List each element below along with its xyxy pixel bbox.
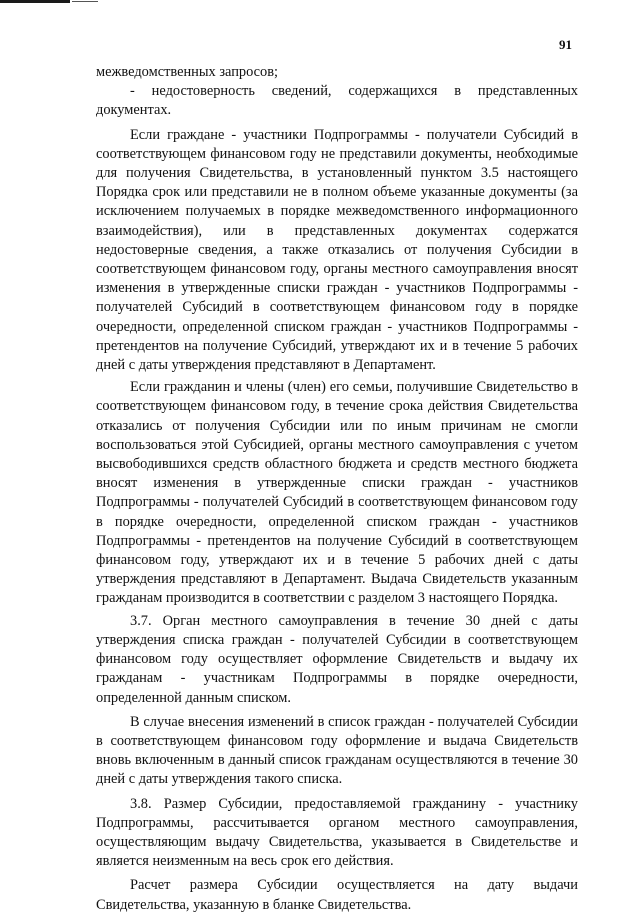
paragraph-2: - недостоверность сведений, содержащихся в представленных документах. (96, 83, 578, 119)
paragraph-4: Если гражданин и члены (член) его семьи, получившие Свидетельство в соответствующем финансовом году, в течение срока действия Свидетельства отказались от получения Субсидии или по иным причинам не смогли воспользоваться этой Субсидией, органы местного самоуправления с учетом высвободившихся средств областного бюджета и средств местного бюджета вносят изменения в утвержденные списки граждан - участников Подпрограммы - получателей Субсидий в соответствующем финансовом году в порядке очередности, определенной списком граждан - участников Подпрограммы - претендентов на получение Субсидий в соответствующем финансовом году, утверждают их и в течение 5 рабочих дней с даты утверждения представляют в Департамент. Выдача Свидетельств указанным гражданам производится в соответствии с разделом 3 настоящего Порядка. (96, 379, 578, 607)
paragraph-3: Если граждане - участники Подпрограммы - получатели Субсидий в соответствующем финансовом году не представили документы, необходимые для получения Свидетельства, в установленный пунктом 3.5 настоящего Порядка срок или представили не в полном объеме указанные документы (за исключением получаемых в порядке межведомственного информационного взаимодействия), или в представленных документах содержатся недостоверные сведения, а также отказались от получения Субсидии в соответствующем финансовом году, органы местного самоуправления вносят изменения в утвержденные списки граждан - участников Подпрограммы - получателей Субсидий в соответствующем финансовом году в порядке очередности, определенной списком граждан - участников Подпрограммы - претендентов на получение Субсидий, утверждают их и в течение 5 рабочих дней с даты утверждения представляют в Департамент. (96, 126, 578, 374)
paragraph-6: В случае внесения изменений в список граждан - получателей Субсидии в соответствующем финансовом году оформление и выдача Свидетельств вновь включенным в данный список гражданам осуществляются в течение 30 дней с даты утверждения такого списка. (96, 713, 578, 788)
scan-top-rule-thin (72, 1, 98, 2)
document-body (96, 63, 578, 915)
scan-top-rule (0, 0, 70, 3)
paragraph-5: 3.7. Орган местного самоуправления в течение 30 дней с даты утверждения списка граждан - получателей Субсидии в соответствующем финансовом году осуществляет оформление Свидетельств и выдачу их гражданам - участникам Подпрограммы в порядке очередности, определенной данным списком. (96, 612, 578, 706)
paragraph-7: 3.8. Размер Субсидии, предоставляемой гражданину - участнику Подпрограммы, рассчитывается органом местного самоуправления, осуществляющим выдачу Свидетельства, указывается в Свидетельстве и является неизменным на весь срок его действия. (96, 795, 578, 870)
paragraph-8: Расчет размера Субсидии осуществляется на дату выдачи Свидетельства, указанную в бланке Свидетельства. (96, 877, 578, 913)
page-number: 91 (559, 37, 572, 52)
paragraph-1: межведомственных запросов; (96, 64, 279, 80)
